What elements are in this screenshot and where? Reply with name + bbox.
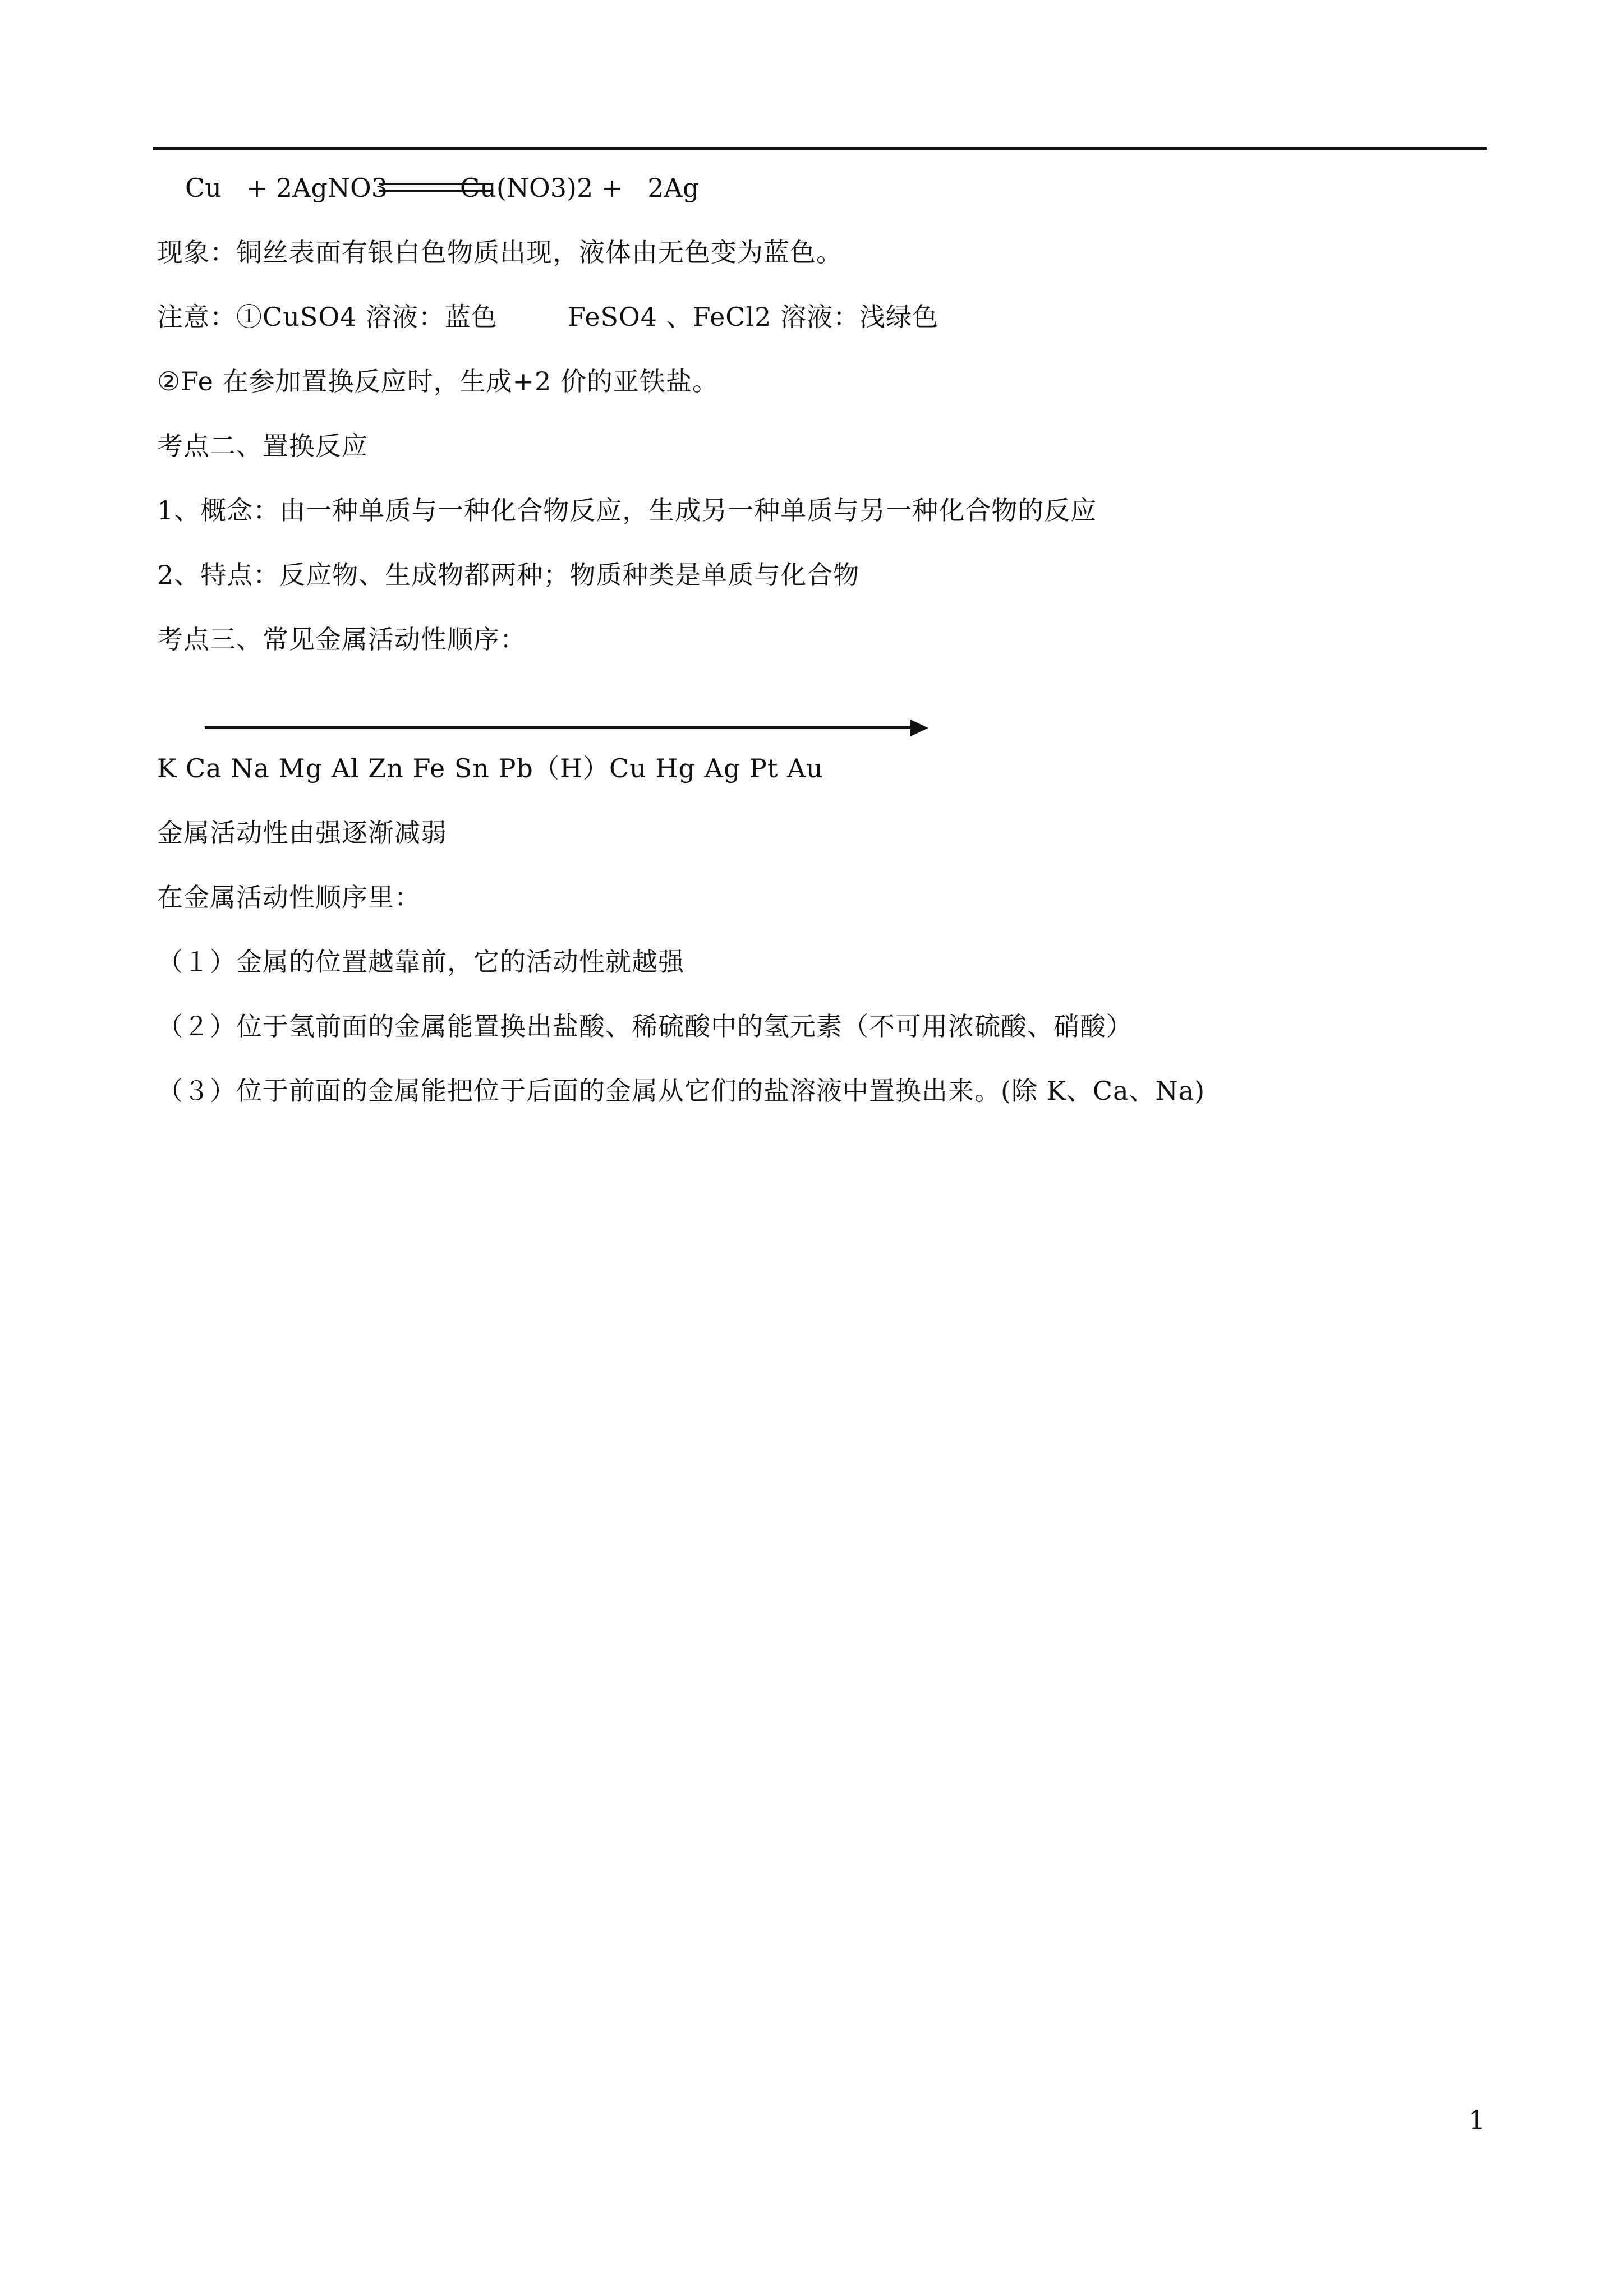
rule-3-text: （３）位于前面的金属能把位于后面的金属从它们的盐溶液中置换出来。(除 K、Ca、Na)	[157, 1076, 1206, 1106]
arrow-shaft	[205, 726, 913, 729]
note-1-text: 注意：①CuSO4 溶液：蓝色 FeSO4 、FeCl2 溶液：浅绿色	[157, 302, 939, 332]
equation-products: Cu(NO3)2 + 2Ag	[460, 173, 700, 203]
point-2-heading: 考点二、置换反应	[157, 431, 368, 461]
activity-direction-arrow	[205, 720, 928, 736]
header-rule	[153, 147, 1487, 150]
rule-1-text: （１）金属的位置越靠前，它的活动性就越强	[157, 947, 684, 977]
point-3-heading: 考点三、常见金属活动性顺序：	[157, 624, 526, 654]
note-2-text: ②Fe 在参加置换反应时，生成+2 价的亚铁盐。	[157, 366, 719, 397]
equation-reactants: Cu + 2AgNO3	[185, 173, 388, 203]
activity-trend-text: 金属活动性由强逐渐减弱	[157, 818, 447, 848]
concept-text: 1、概念：由一种单质与一种化合物反应，生成另一种单质与另一种化合物的反应	[157, 495, 1097, 525]
page-number: 1	[1469, 2105, 1485, 2135]
metal-series-text: K Ca Na Mg Al Zn Fe Sn Pb（H）Cu Hg Ag Pt Au	[157, 753, 823, 783]
in-series-text: 在金属活动性顺序里：	[157, 882, 421, 912]
rule-2-text: （２）位于氢前面的金属能置换出盐酸、稀硫酸中的氢元素（不可用浓硫酸、硝酸）	[157, 1011, 1133, 1041]
arrow-head-icon	[910, 720, 928, 736]
phenomenon-text: 现象：铜丝表面有银白色物质出现，液体由无色变为蓝色。	[157, 237, 843, 268]
feature-text: 2、特点：反应物、生成物都两种；物质种类是单质与化合物	[157, 560, 860, 590]
